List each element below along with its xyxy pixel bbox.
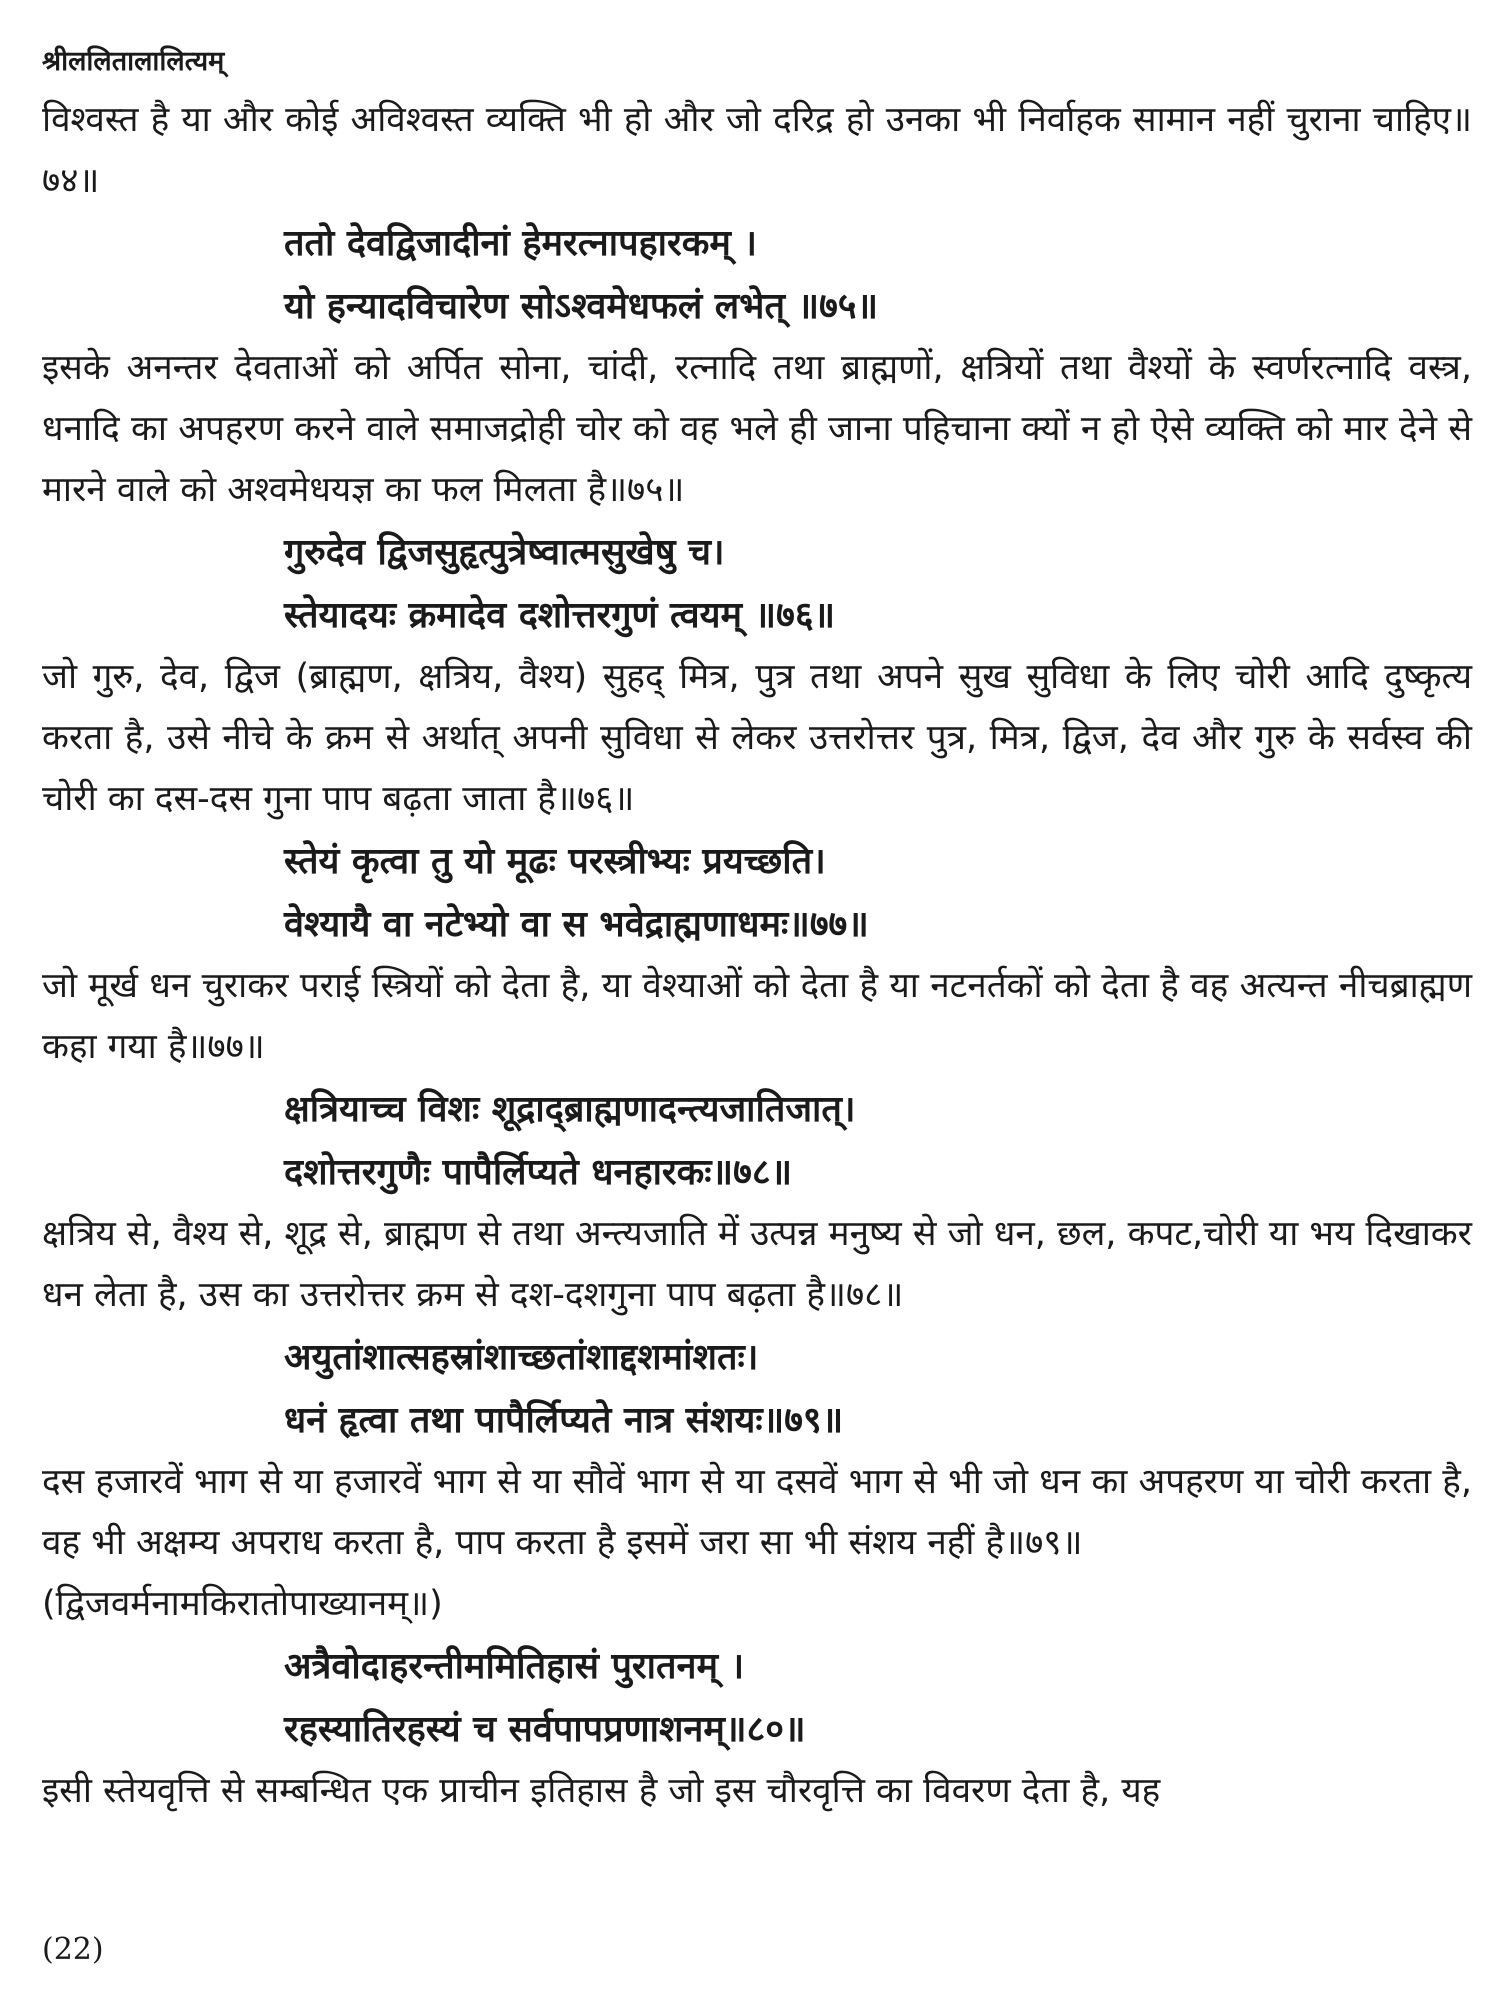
verse-line: ततो देवद्विजादीनां हेमरत्नापहारकम् । — [284, 222, 758, 264]
commentary-paragraph-77: जो मूर्ख धन चुराकर पराई स्त्रियों को देता है, या वेश्याओं को देता है या नटनर्तकों को देता है वह अत्यन्त नीचब्राह्मण कहा गया है॥७७॥ — [42, 966, 1472, 1067]
verse-line: स्तेयं कृत्वा तु यो मूढः परस्त्रीभ्यः प्रयच्छति। — [284, 840, 826, 882]
verse-line: अत्रैवोदाहरन्तीममितिहासं पुरातनम् । — [284, 1645, 745, 1687]
commentary-paragraph-80: इसी स्तेयवृत्ति से सम्बन्धित एक प्राचीन इतिहास है जो इस चौरवृत्ति का विवरण देता है, यह — [42, 1771, 1161, 1811]
verse-78 — [42, 1078, 1472, 1204]
commentary-paragraph-75: इसके अनन्तर देवताओं को अर्पित सोना, चांदी, रत्नादि तथा ब्राह्मणों, क्षत्रियों तथा वैश्यों के स्वर्णरत्नादि वस्त्र, धनादि का अपहरण करने वाले समाजद्रोही चोर को वह भले ही जाना पहिचाना क्यों न हो ऐसे व्यक्ति को मार देने से मारने वाले को अश्वमेधयज्ञ का फल मिलता है॥७५॥ — [42, 348, 1472, 510]
verse-line: यो हन्यादविचारेण सोऽश्वमेधफलं लभेत् ॥७५॥ — [284, 285, 879, 327]
verse-line: वेश्यायै वा नटेभ्यो वा स भवेद्राह्मणाधमः॥७७॥ — [284, 903, 869, 945]
verse-line: क्षत्रियाच्च विशः शूद्राद्ब्राह्मणादन्त्यजातिजात्। — [284, 1088, 856, 1130]
verse-77 — [42, 830, 1472, 956]
page-number: (22) — [42, 1932, 104, 1967]
verse-line: धनं हृत्वा तथा पापैर्लिप्यते नात्र संशयः॥७९॥ — [284, 1399, 844, 1441]
commentary-paragraph-74: विश्वस्त है या और कोई अविश्वस्त व्यक्ति भी हो और जो दरिद्र हो उनका भी निर्वाहक सामान नहीं चुराना चाहिए॥७४॥ — [42, 100, 1472, 201]
running-header: श्रीललितालालित्यम् — [42, 46, 225, 77]
verse-line: स्तेयादयः क्रमादेव दशोत्तरगुणं त्वयम् ॥७६॥ — [284, 594, 836, 636]
verse-line: गुरुदेव द्विजसुहृत्पुत्रेष्वात्मसुखेषु च। — [284, 531, 725, 573]
verse-80 — [42, 1635, 1472, 1761]
verse-line: रहस्यातिरहस्यं च सर्वपापप्रणाशनम्॥८०॥ — [284, 1708, 806, 1750]
verse-75 — [42, 212, 1472, 338]
section-title-note: (द्विजवर्मनामकिरातोपाख्यानम्॥) — [42, 1584, 443, 1624]
commentary-paragraph-76: जो गुरु, देव, द्विज (ब्राह्मण, क्षत्रिय, वैश्य) सुहद् मित्र, पुत्र तथा अपने सुख सुविधा के लिए चोरी आदि दुष्कृत्य करता है, उसे नीचे के क्रम से अर्थात् अपनी सुविधा से लेकर उत्तरोत्तर पुत्र, मित्र, द्विज, देव और गुरु के सर्वस्व की चोरी का दस-दस गुना पाप बढ़ता जाता है॥७६॥ — [42, 657, 1472, 819]
commentary-paragraph-79: दस हजारवें भाग से या हजारवें भाग से या सौवें भाग से या दसवें भाग से भी जो धन का अपहरण या चोरी करता है, वह भी अक्षम्य अपराध करता है, पाप करता है इसमें जरा सा भी संशय नहीं है॥७९॥ — [42, 1462, 1472, 1563]
verse-76 — [42, 521, 1472, 647]
commentary-paragraph-78: क्षत्रिय से, वैश्य से, शूद्र से, ब्राह्मण से तथा अन्त्यजाति में उत्पन्न मनुष्य से जो धन, छल, कपट,चोरी या भय दिखाकर धन लेता है, उस का उत्तरोत्तर क्रम से दश-दशगुना पाप बढ़ता है॥७८॥ — [42, 1214, 1472, 1315]
verse-line: अयुतांशात्सहस्रांशाच्छतांशाद्दशमांशतः। — [284, 1336, 759, 1378]
verse-79 — [42, 1326, 1472, 1452]
verse-line: दशोत्तरगुणैः पापैर्लिप्यते धनहारकः॥७८॥ — [284, 1151, 793, 1193]
